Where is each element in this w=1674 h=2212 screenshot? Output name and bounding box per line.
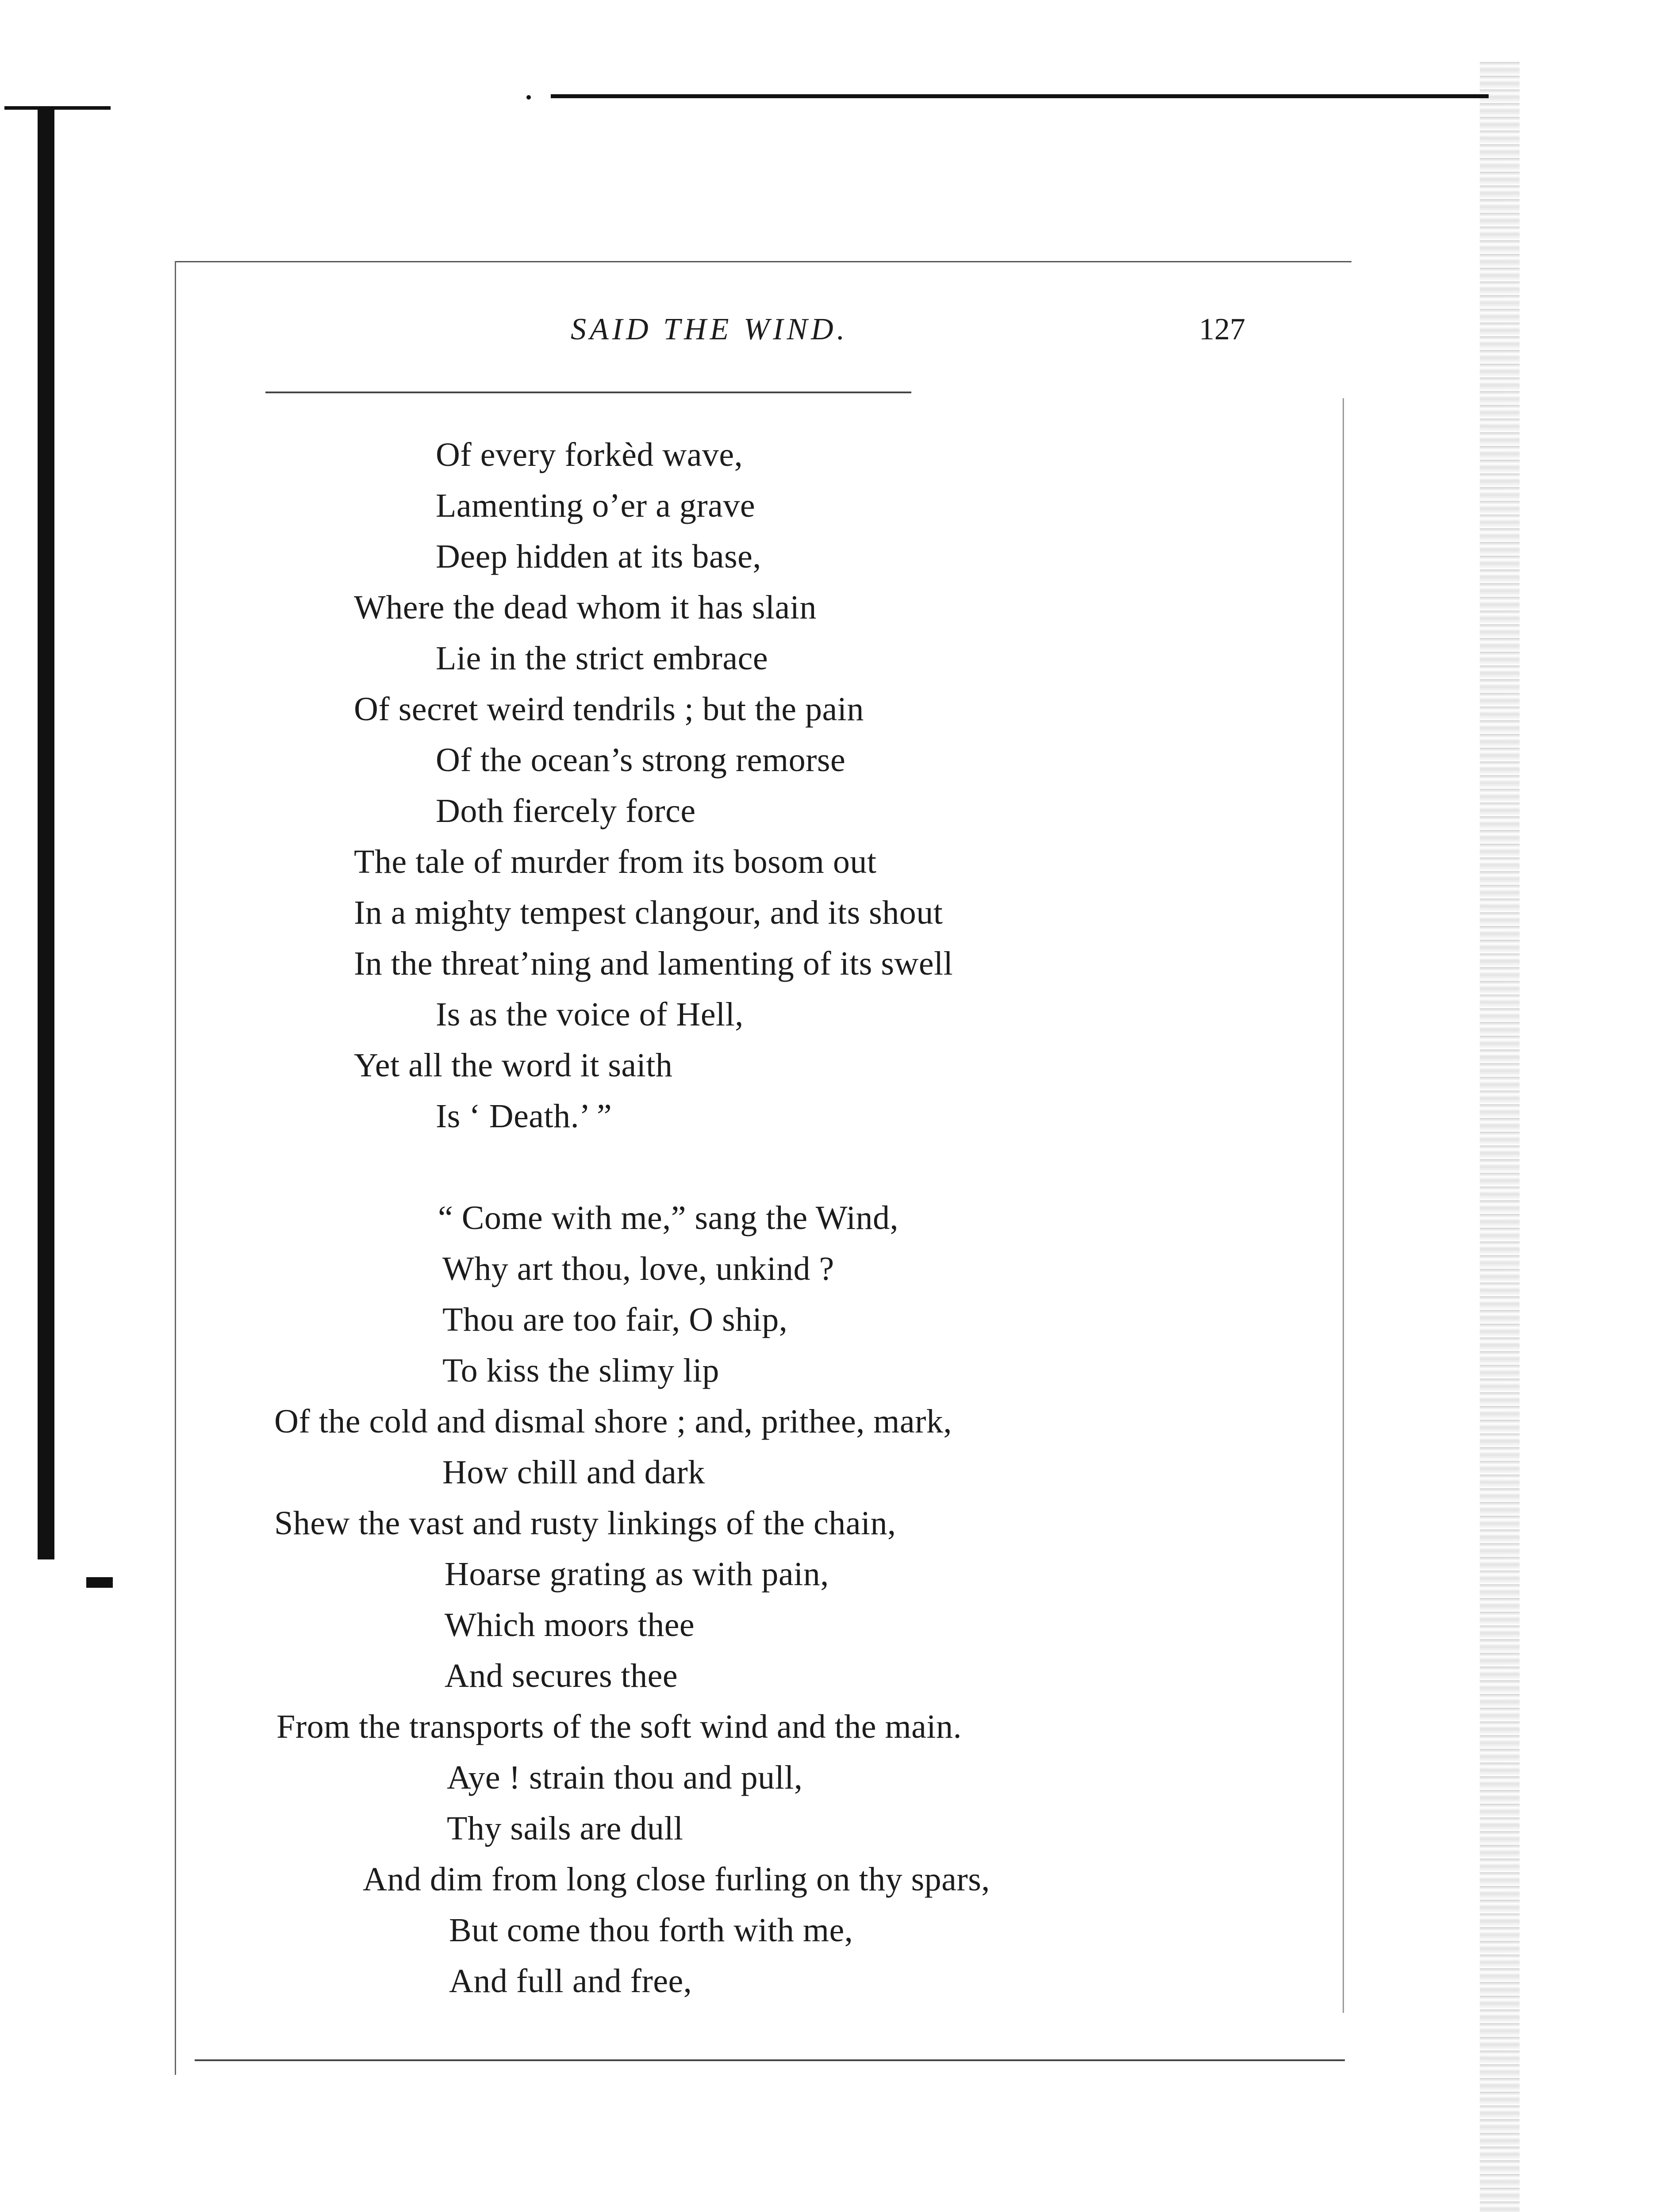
page-frame-right [1343, 398, 1344, 2013]
poem-line: Is as the voice of Hell, [436, 996, 744, 1033]
poem-line: To kiss the slimy lip [442, 1352, 719, 1389]
page-frame-left [175, 261, 176, 2075]
page-frame-bottom [195, 2059, 1345, 2061]
poem-line: Thou are too fair, O ship, [442, 1301, 788, 1338]
poem-line: “ Come with me,” sang the Wind, [438, 1199, 899, 1237]
poem-line: And secures thee [445, 1657, 678, 1694]
poem-line: And dim from long close furling on thy spars, [363, 1861, 990, 1898]
poem-line: But come thou forth with me, [449, 1912, 853, 1949]
poem-line: And full and free, [449, 1962, 692, 2000]
poem-line: Thy sails are dull [447, 1810, 683, 1847]
scan-margin-bar-top [4, 106, 111, 110]
poem-line: From the transports of the soft wind and the main. [276, 1708, 962, 1745]
poem-line: Of the cold and dismal shore ; and, prithee, mark, [274, 1403, 952, 1440]
scan-margin-bar-tab [86, 1577, 113, 1588]
poem-line: Aye ! strain thou and pull, [447, 1759, 803, 1796]
poem-line: Of the ocean’s strong remorse [436, 741, 846, 779]
poem-line: Of every forkèd wave, [436, 436, 743, 473]
poem-line: In the threat’ning and lamenting of its swell [354, 945, 953, 982]
page-number: 127 [1199, 312, 1245, 346]
poem-line: In a mighty tempest clangour, and its shout [354, 894, 943, 931]
scan-edge-noise [1480, 62, 1520, 2212]
header-rule [265, 392, 911, 393]
poem-line: Hoarse grating as with pain, [445, 1555, 829, 1593]
poem-line: Deep hidden at its base, [436, 538, 761, 575]
scan-top-rule [551, 94, 1489, 98]
poem-line: Doth fiercely force [436, 792, 696, 830]
scan-top-dot [526, 95, 531, 100]
poem-line: Lie in the strict embrace [436, 640, 768, 677]
poem-line: Which moors thee [445, 1606, 695, 1644]
poem-line: The tale of murder from its bosom out [354, 843, 877, 880]
poem-line: Shew the vast and rusty linkings of the chain, [274, 1505, 896, 1542]
running-title: SAID THE WIND. [571, 312, 849, 346]
poem-line: Where the dead whom it has slain [354, 589, 817, 626]
poem-line: How chill and dark [442, 1454, 705, 1491]
page-frame-top [175, 261, 1351, 262]
poem-line: Yet all the word it saith [354, 1047, 673, 1084]
poem-line: Of secret weird tendrils ; but the pain [354, 691, 864, 728]
scan-margin-bar [38, 108, 54, 1559]
poem-line: Is ‘ Death.’ ” [436, 1098, 612, 1135]
poem-line: Lamenting o’er a grave [436, 487, 756, 524]
poem-line: Why art thou, love, unkind ? [442, 1250, 834, 1287]
